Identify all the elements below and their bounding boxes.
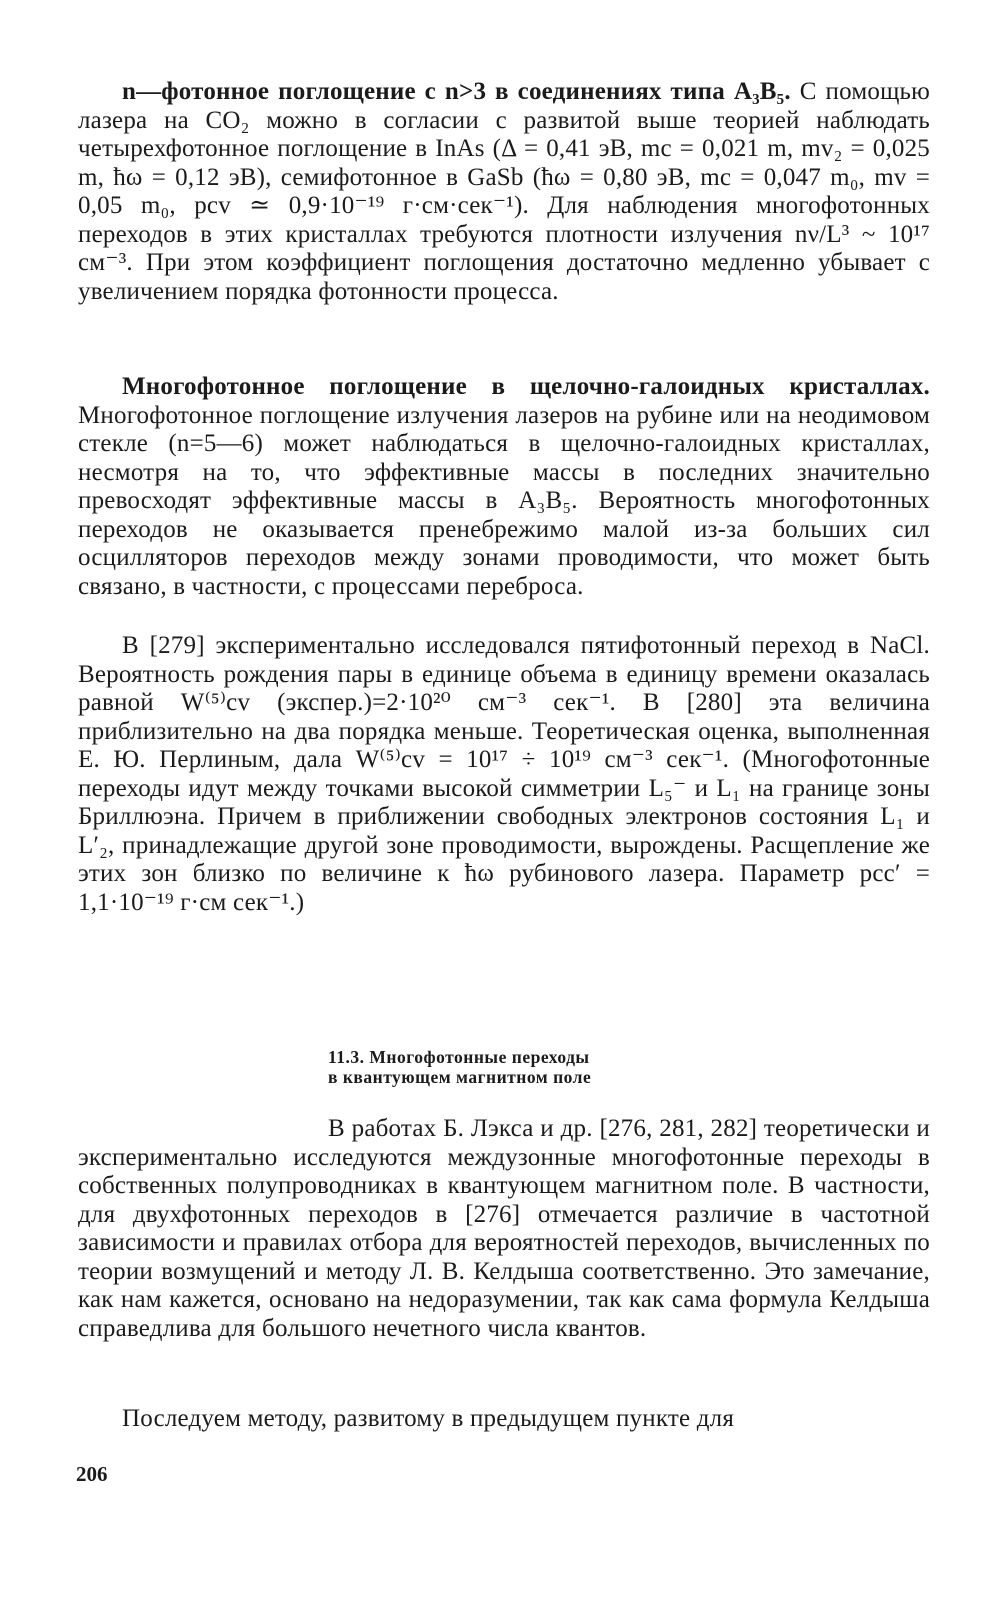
paragraph-method-start xyxy=(78,1405,930,1434)
paragraph-lax-works xyxy=(78,1115,930,1343)
paragraph-text-nacl: В [279] экспериментально исследовался пятифотонный переход в NaCl. Вероятность рождения пары в единице объема в единицу времени оказалась равной W⁽⁵⁾cv (экспер.)=2·10²⁰ см⁻³ сек⁻¹. В [280] эта величина приблизительно на два порядка меньше. Теоретическая оценка, выполненная Е. Ю. Перлиным, дала W⁽⁵⁾cv = 10¹⁷ ÷ 10¹⁹ см⁻³ сек⁻¹. (Многофотонные переходы идут между точками высокой симметрии L₅⁻ и L₁ на границе зоны Бриллюэна. Причем в приближении свободных электронов состояния L₁ и L′₂, принадлежащие другой зоне проводимости, вырождены. Расщепление же этих зон близко по величине к ħω рубинового лазера. Параметр pcc′ = 1,1·10⁻¹⁹ г·см сек⁻¹.) xyxy=(78,632,930,916)
paragraph-multiphoton-a3b5 xyxy=(78,78,930,306)
page-number: 206 xyxy=(76,1462,108,1486)
paragraph-text-method: Последуем методу, развитому в предыдущем пункте для xyxy=(122,1405,735,1432)
run-in-heading-alkali-halide: Многофотонное поглощение в щелочно-галоидных кристаллах. xyxy=(122,373,930,400)
section-heading-line-2: в квантующем магнитном поле xyxy=(328,1067,592,1087)
section-heading xyxy=(328,1047,748,1087)
paragraph-alkali-halide xyxy=(78,373,930,601)
paragraph-nacl-experiment xyxy=(78,632,930,917)
paragraph-text-lax: В работах Б. Лэкса и др. [276, 281, 282] теоретически и экспериментально исследуются междузонные многофотонные переходы в собственных полупроводниках в квантующем магнитном поле. В частности, для двухфотонных переходов в [276] отмечается различие в частотной зависимости и правилах отбора для вероятностей переходов, вычисленных по теории возмущений и методу Л. В. Келдыша соответственно. Это замечание, как нам кажется, основано на недоразумении, так как сама формула Келдыша справедлива для большого нечетного числа квантов. xyxy=(78,1115,930,1342)
paragraph-text-alkali-halide: Многофотонное поглощение излучения лазеров на рубине или на неодимовом стекле (n=5—6) может наблюдаться в щелочно-галоидных кристаллах, несмотря на то, что эффективные массы в последних значительно превосходят эффективные массы в A₃B₅. Вероятность многофотонных переходов не оказывается пренебрежимо малой из-за больших сил осцилляторов переходов между зонами проводимости, что может быть связано, в частности, с процессами переброса. xyxy=(78,401,930,600)
paragraph-text-a3b5: С помощью лазера на CO₂ можно в согласии с развитой выше теорией наблюдать четырехфотонное поглощение в InAs (Δ = 0,41 эВ, mc = 0,021 m, mv₂ = 0,025 m, ħω = 0,12 эВ), семифотонное в GaSb (ħω = 0,80 эВ, mc = 0,047 m₀, mv = 0,05 m₀, pcv ≃ 0,9·10⁻¹⁹ г·см·сек⁻¹). Для наблюдения многофотонных переходов в этих кристаллах требуются плотности излучения nν/L³ ~ 10¹⁷ см⁻³. При этом коэффициент поглощения достаточно медленно убывает с увеличением порядка фотонности процесса. xyxy=(78,78,930,305)
section-heading-line-1: 11.3. Многофотонные переходы xyxy=(328,1047,590,1067)
run-in-heading-a3b5: n—фотонное поглощение с n>3 в соединениях типа A₃B₅. xyxy=(122,78,791,105)
